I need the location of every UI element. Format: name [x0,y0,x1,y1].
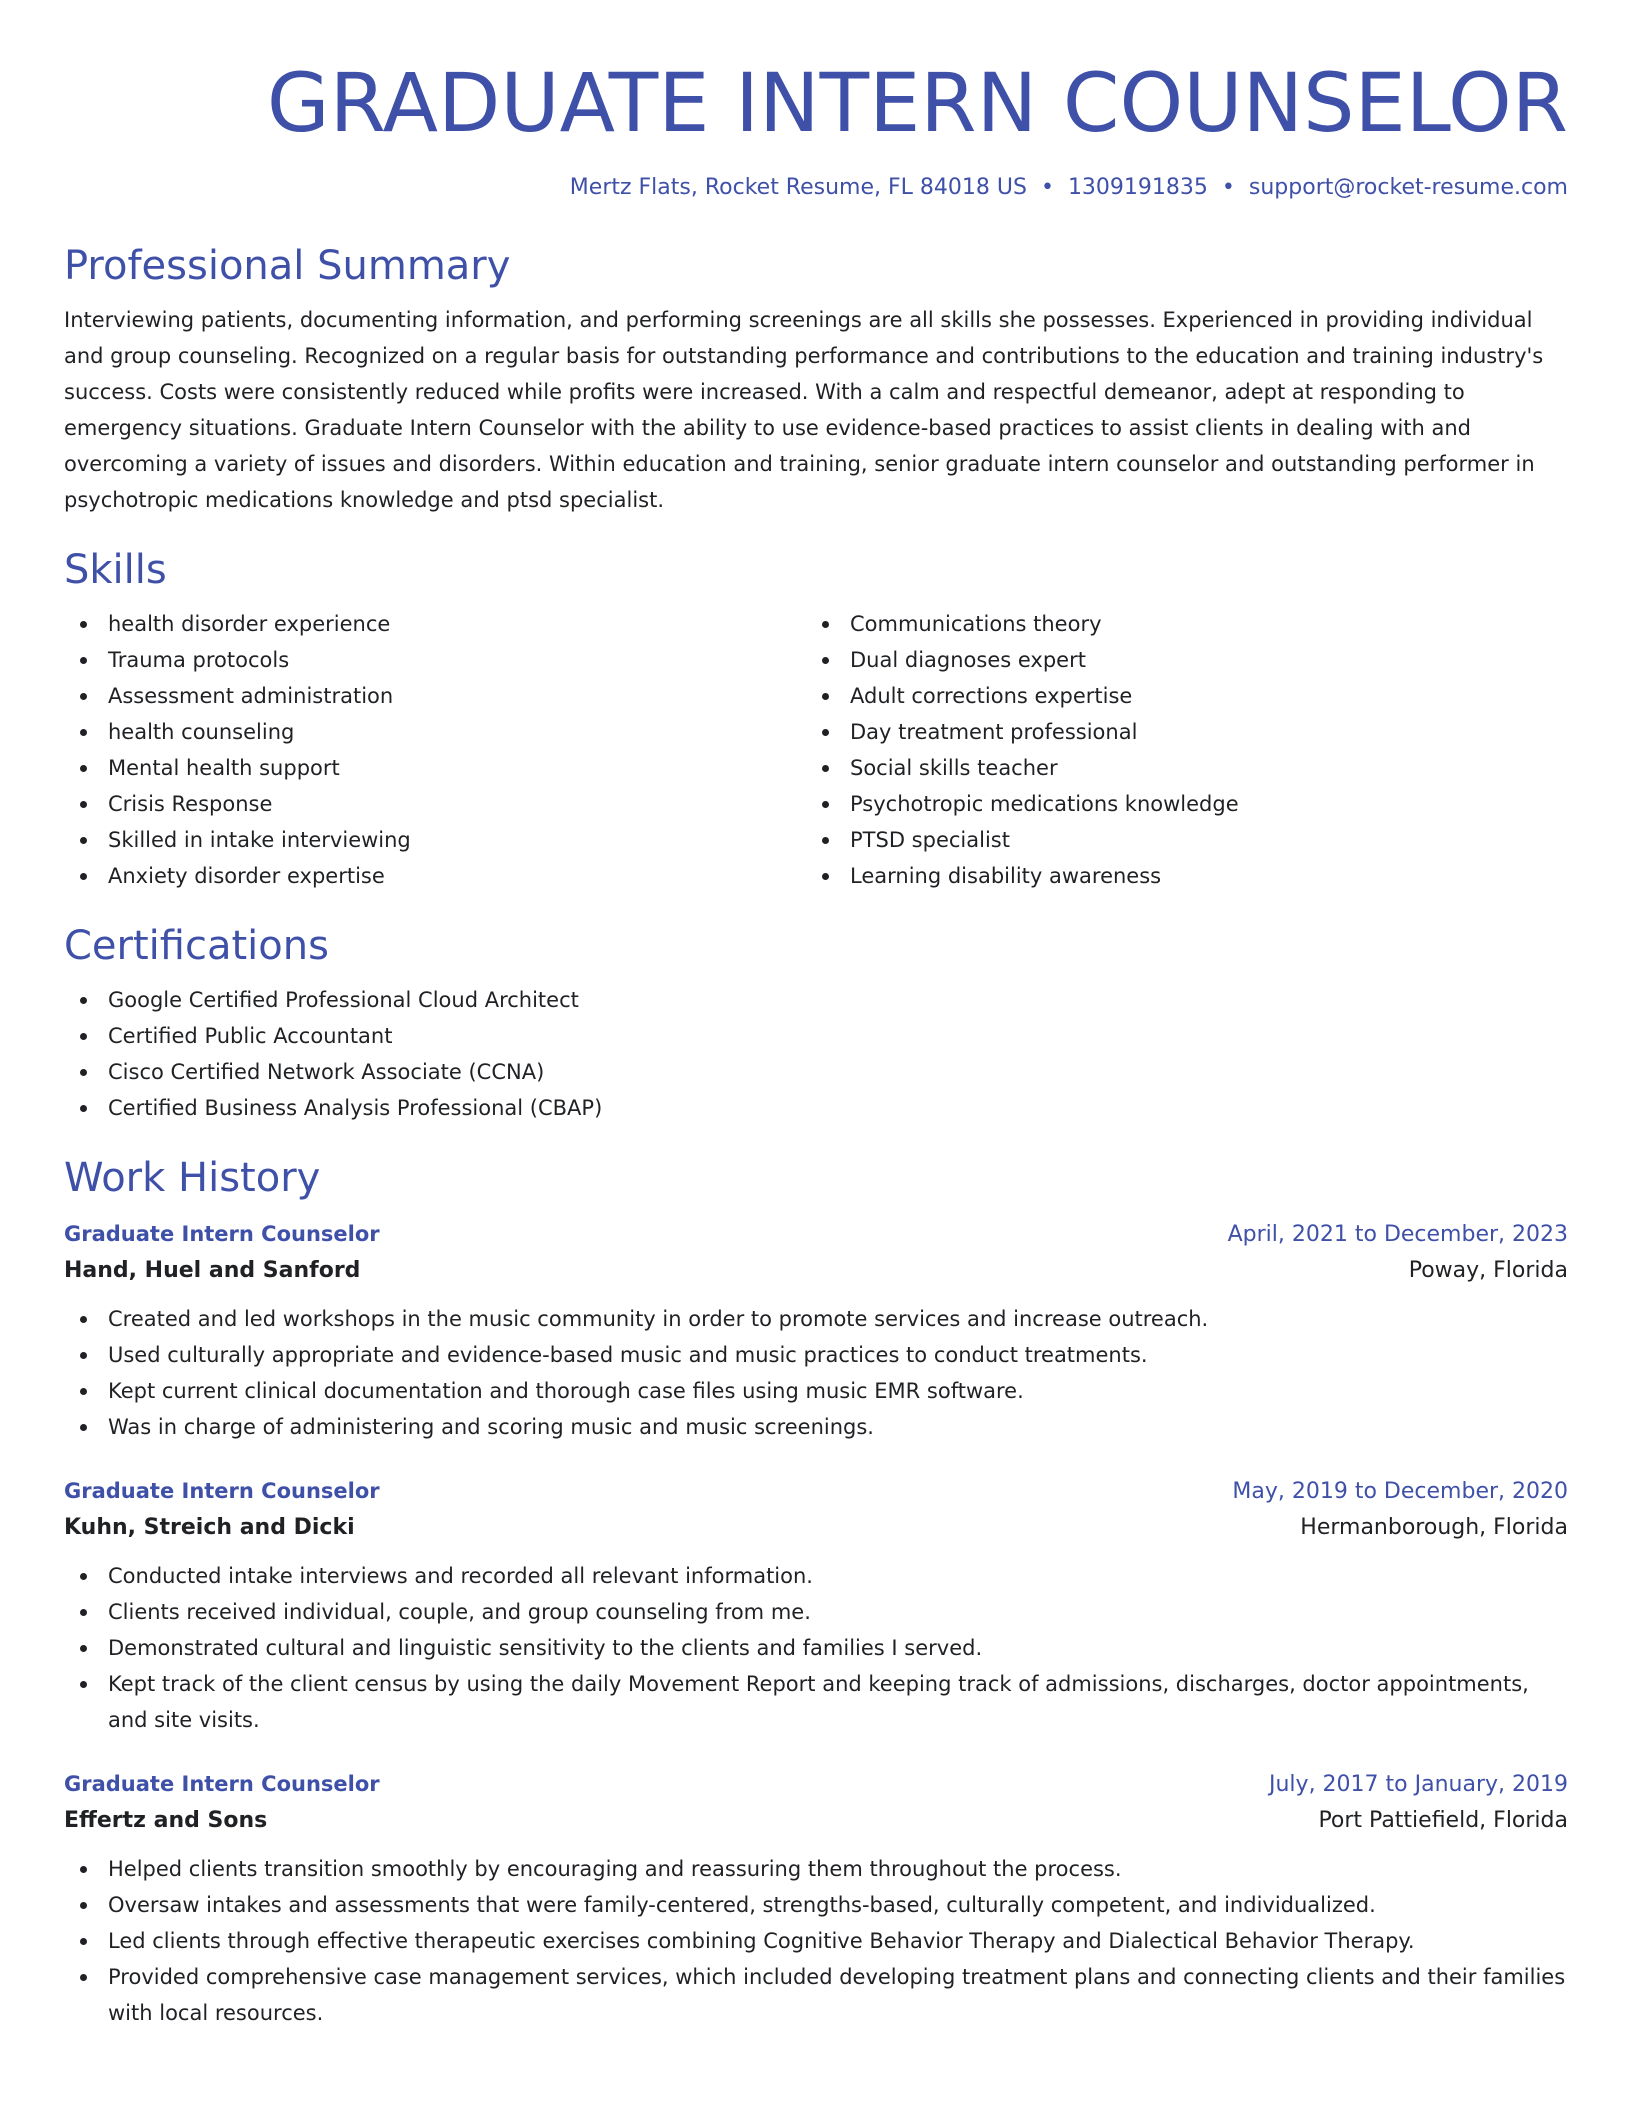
certifications-heading: Certifications [64,923,329,969]
skill-item: Day treatment professional [806,714,1548,750]
job-company-row [64,1803,1568,1839]
contact-separator: • [1221,175,1235,200]
job-bullet: Provided comprehensive case management services, which included developing treatment plans and connecting clients and their families with local resources. [64,1959,1568,2031]
job-bullets [64,1301,1568,1445]
skill-item: Crisis Response [64,786,806,822]
contact-address: Mertz Flats, Rocket Resume, FL 84018 US [569,175,1027,200]
job-bullet: Kept track of the client census by using the daily Movement Report and keeping track of admissions, discharges, doctor appointments, and site visits. [64,1666,1568,1738]
skill-item: Trauma protocols [64,642,806,678]
job-bullet: Conducted intake interviews and recorded all relevant information. [64,1558,1568,1594]
skill-item: PTSD specialist [806,822,1548,858]
certifications-section [64,922,1568,1126]
certifications-list [64,982,1568,1126]
job-entry [64,1766,1568,2031]
job-bullets [64,1558,1568,1738]
work-history-section [64,1154,1568,2031]
skill-item: Social skills teacher [806,750,1548,786]
job-bullets [64,1851,1568,2031]
skill-item: health counseling [64,714,806,750]
contact-email: support@rocket-resume.com [1248,175,1568,200]
job-dates: July, 2017 to January, 2019 [1269,1772,1568,1797]
skills-heading: Skills [64,547,167,593]
certification-item: Certified Business Analysis Professional (CBAP) [64,1090,1568,1126]
candidate-name: GRADUATE INTERN COUNSELOR [266,57,1568,151]
job-bullet: Oversaw intakes and assessments that were family-centered, strengths-based, culturally competent, and individualized. [64,1887,1568,1923]
summary-section [64,242,1568,518]
skill-item: Learning disability awareness [806,858,1548,894]
resume-header [64,56,1568,202]
job-location: Hermanborough, Florida [1300,1515,1568,1540]
job-bullet: Was in charge of administering and scoring music and music screenings. [64,1409,1568,1445]
job-entry [64,1473,1568,1738]
job-dates: May, 2019 to December, 2020 [1232,1479,1568,1504]
job-title: Graduate Intern Counselor [64,1772,380,1796]
contact-phone: 1309191835 [1067,175,1208,200]
skills-list-left [64,606,806,894]
skill-item: Assessment administration [64,678,806,714]
skills-section [64,546,1568,894]
summary-heading: Professional Summary [64,243,511,289]
skills-list-right [806,606,1548,894]
job-bullet: Created and led workshops in the music community in order to promote services and increase outreach. [64,1301,1568,1337]
job-title-row [64,1766,1568,1803]
job-bullet: Demonstrated cultural and linguistic sensitivity to the clients and families I served. [64,1630,1568,1666]
job-bullet: Helped clients transition smoothly by encouraging and reassuring them throughout the process. [64,1851,1568,1887]
job-bullet: Used culturally appropriate and evidence-based music and music practices to conduct treatments. [64,1337,1568,1373]
skill-item: Psychotropic medications knowledge [806,786,1548,822]
contact-line [64,174,1568,202]
work-history-heading: Work History [64,1155,321,1201]
contact-separator: • [1040,175,1054,200]
job-entry [64,1216,1568,1445]
skills-columns [64,606,1568,894]
job-company-row [64,1510,1568,1546]
job-title: Graduate Intern Counselor [64,1222,380,1246]
skill-item: Skilled in intake interviewing [64,822,806,858]
job-location: Poway, Florida [1408,1258,1568,1283]
certification-item: Cisco Certified Network Associate (CCNA) [64,1054,1568,1090]
skill-item: Mental health support [64,750,806,786]
job-title: Graduate Intern Counselor [64,1479,380,1503]
job-location: Port Pattiefield, Florida [1318,1808,1568,1833]
job-title-row [64,1473,1568,1510]
job-bullet: Led clients through effective therapeutic exercises combining Cognitive Behavior Therapy and Dialectical Behavior Therapy. [64,1923,1568,1959]
skill-item: Anxiety disorder expertise [64,858,806,894]
job-company-row [64,1253,1568,1289]
job-company: Hand, Huel and Sanford [64,1258,361,1283]
summary-text: Interviewing patients, documenting information, and performing screenings are all skills she possesses. Experienced in providing individual and group counseling. Recognized on a regular basis for outstanding performance and contributions to the education and training industry's success. Costs were consistently reduced while profits were increased. With a calm and respectful demeanor, adept at responding to emergency situations. Graduate Intern Counselor with the ability to use evidence-based practices to assist clients in dealing with and overcoming a variety of issues and disorders. Within education and training, senior graduate intern counselor and outstanding performer in psychotropic medications knowledge and ptsd specialist. [64,308,1544,512]
job-dates: April, 2021 to December, 2023 [1227,1222,1568,1247]
skill-item: health disorder experience [64,606,806,642]
certification-item: Certified Public Accountant [64,1018,1568,1054]
job-bullet: Kept current clinical documentation and thorough case files using music EMR software. [64,1373,1568,1409]
skill-item: Dual diagnoses expert [806,642,1548,678]
skill-item: Communications theory [806,606,1548,642]
job-title-row [64,1216,1568,1253]
job-bullet: Clients received individual, couple, and group counseling from me. [64,1594,1568,1630]
skill-item: Adult corrections expertise [806,678,1548,714]
certification-item: Google Certified Professional Cloud Architect [64,982,1568,1018]
job-company: Effertz and Sons [64,1808,268,1833]
job-company: Kuhn, Streich and Dicki [64,1515,355,1540]
